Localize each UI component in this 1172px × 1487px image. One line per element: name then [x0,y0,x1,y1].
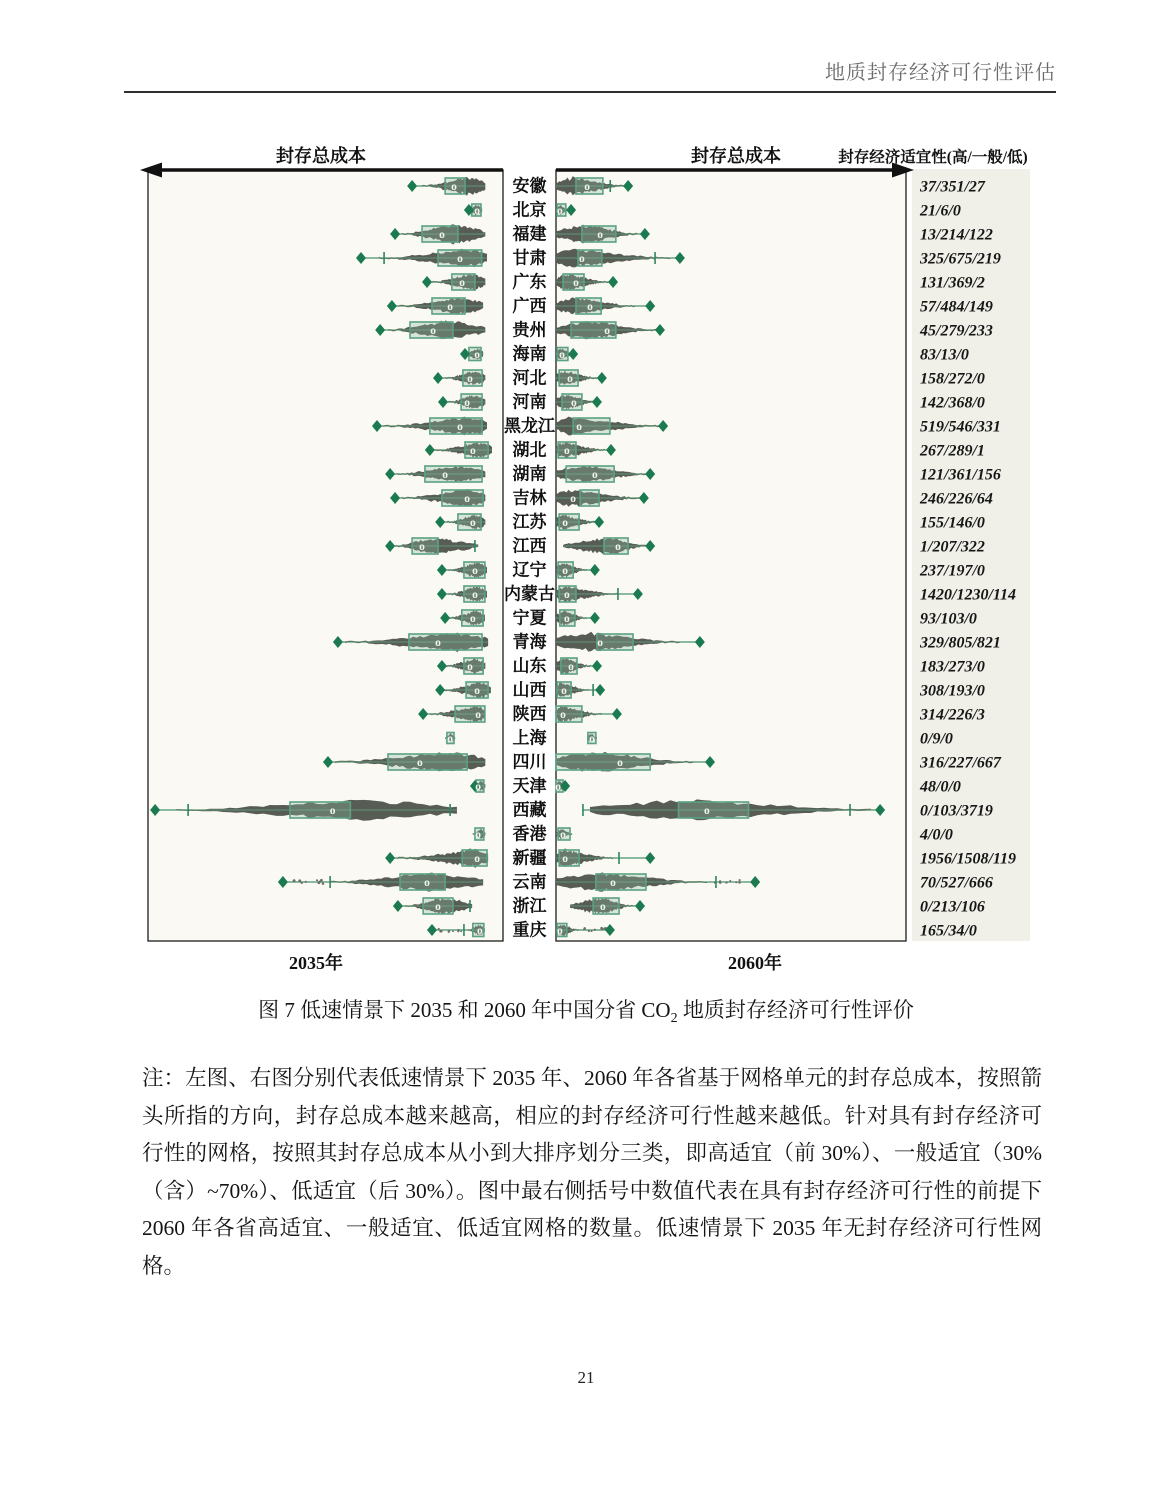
province-label: 西藏 [512,800,547,820]
outlier-dot [317,881,320,884]
median-marker: o [560,709,566,721]
violin-left-27 [473,828,486,841]
province-label: 浙江 [512,896,547,916]
suitability-value: 13/214/122 [920,226,993,244]
median-marker: o [451,181,457,193]
outlier-dot [735,881,737,883]
province-labels [504,176,556,940]
suitability-column-header: 封存经济适宜性(高/一般/低) [838,149,1028,166]
median-marker: o [589,733,595,745]
outlier-dot [460,930,462,932]
outlier-dot [739,879,741,881]
caption-prefix: 图 7 低速情景下 2035 和 2060 年中国分省 CO [258,998,671,1022]
median-marker: o [469,613,476,625]
suitability-value: 155/146/0 [920,514,985,532]
figure-note: 注：左图、右图分别代表低速情景下 2035 年、2060 年各省基于网格单元的封存总成本，按照箭头所指的方向，封存总成本越来越高，相应的封存经济可行性越来越低。针对具有封存经济可行性的网格，按照其封存总成本从小到大排序划分三类，即高适宜（前 30%）、一般适宜（30%（含）~70%）、低适宜（后 30%）。图中最右侧括号中数值代表在具有封存经济可行性的前提下 2060 年各省高适宜、一般适宜、低适宜网格的数量。低速情景下 2035 年无封存经济可行性网格。 [142,1066,1042,1278]
median-marker: o [464,493,471,505]
suitability-value: 308/193/0 [920,682,985,700]
median-marker: o [591,469,598,481]
median-marker: o [573,277,579,289]
province-label: 河北 [512,368,547,388]
outlier-dot [588,930,590,932]
province-label: 甘肃 [512,248,547,268]
province-label: 湖北 [512,440,547,460]
median-marker: o [435,901,441,913]
province-label: 新疆 [512,848,547,868]
median-marker: o [703,805,710,817]
median-marker: o [469,445,476,457]
province-label: 山西 [512,680,547,700]
outlier-dot [729,880,731,882]
province-label: 北京 [512,200,547,220]
province-label: 四川 [512,752,547,772]
median-marker: o [475,781,482,793]
page-number: 21 [577,1368,595,1387]
outlier-dot [448,930,450,932]
median-marker: o [617,757,623,769]
outlier-dot [293,879,296,882]
median-marker: o [424,877,430,889]
province-label: 河南 [512,392,547,412]
iqr-box [412,538,438,554]
province-label: 贵州 [512,320,547,340]
suitability-value: 0/213/106 [920,898,985,916]
iqr-box [400,874,445,890]
median-marker: o [417,757,423,769]
province-label: 福建 [512,224,547,244]
median-marker: o [556,205,563,217]
iqr-box [290,802,350,818]
median-marker: o [600,901,606,913]
median-marker: o [474,349,480,361]
suitability-value: 0/103/3719 [920,802,993,820]
right-x-label: 2060年 [728,953,782,973]
caption-subscript: 2 [670,1011,678,1027]
iqr-box [425,466,482,482]
province-label: 陕西 [512,704,547,724]
suitability-value: 21/6/0 [920,202,961,220]
median-marker: o [570,493,577,505]
median-marker: o [472,565,478,577]
suitability-value: 121/361/156 [920,466,1001,484]
median-marker: o [477,925,483,937]
province-label: 江西 [512,536,547,556]
caption-suffix: 地质封存经济可行性评价 [677,998,914,1022]
median-marker: o [474,205,480,217]
median-marker: o [457,253,463,265]
median-marker: o [562,853,568,865]
median-marker: o [467,661,473,673]
median-marker: o [584,181,591,193]
median-marker: o [469,517,476,529]
median-marker: o [561,685,567,697]
suitability-value: 48/0/0 [920,778,961,796]
suitability-value: 246/226/64 [920,490,993,508]
suitability-value: 93/103/0 [920,610,977,628]
median-marker: o [435,637,441,649]
suitability-value: 325/675/219 [920,250,1001,268]
outlier-dot [301,882,303,884]
median-marker: o [430,325,436,337]
iqr-box [465,442,488,458]
outlier-dot [439,930,441,932]
province-label: 广西 [512,296,547,316]
median-marker: o [447,733,453,745]
median-marker: o [579,253,585,265]
median-marker: o [439,229,445,241]
suitability-value: 329/805/821 [920,634,1001,652]
right-axis-label: 封存总成本 [691,146,781,166]
province-label: 上海 [512,728,547,748]
left-axis-label: 封存总成本 [276,146,366,166]
outlier-dot [316,879,318,881]
suitability-value: 37/351/27 [920,178,985,196]
median-marker: o [329,805,336,817]
median-marker: o [442,469,449,481]
left-x-label: 2035年 [289,953,343,973]
median-marker: o [563,613,570,625]
median-marker: o [604,325,610,337]
median-marker: o [563,445,570,457]
province-label: 香港 [512,824,547,844]
outlier-dot [725,881,727,883]
suitability-value: 0/9/0 [920,730,953,748]
province-label: 宁夏 [512,608,547,628]
iqr-box [388,754,467,770]
province-label: 广东 [512,272,547,292]
iqr-box [430,418,482,434]
median-marker: o [475,829,482,841]
suitability-value: 131/369/2 [920,274,985,292]
violin-right-23 [587,733,597,746]
median-marker: o [560,829,566,841]
right-panel [556,170,906,941]
outlier-dot [594,929,596,931]
iqr-box [679,802,749,818]
province-label: 内蒙古 [504,584,555,604]
province-label: 吉林 [512,488,547,508]
outlier-dot [457,929,459,931]
province-label: 云南 [512,872,547,892]
province-label: 湖南 [512,464,547,484]
iqr-box [442,490,483,506]
iqr-box [593,898,619,914]
suitability-value: 1956/1508/119 [920,850,1017,868]
median-marker: o [587,301,593,313]
province-label: 黑龙江 [504,416,555,436]
suitability-value: 142/368/0 [920,394,985,412]
suitability-value: 57/484/149 [920,298,993,316]
median-marker: o [447,301,453,313]
median-marker: o [562,565,568,577]
suitability-value: 158/272/0 [920,370,985,388]
iqr-box [566,466,614,482]
outlier-dot [452,930,454,932]
median-marker: o [563,589,570,601]
province-label: 山东 [512,656,547,676]
median-marker: o [555,781,561,793]
outlier-dot [583,929,585,931]
province-label: 青海 [512,632,547,652]
outlier-dot [719,882,721,884]
outlier-dot [601,928,604,931]
suitability-value: 267/289/1 [920,442,985,460]
outlier-dot [305,881,307,883]
suitability-value: 314/226/3 [920,706,985,724]
outlier-dot [320,879,323,882]
median-marker: o [597,229,603,241]
outlier-dot [322,882,324,884]
suitability-value: 519/546/331 [920,418,1001,436]
median-marker: o [610,877,616,889]
violin-right-27 [556,828,572,841]
suitability-value: 165/34/0 [920,922,977,940]
province-label: 辽宁 [512,560,547,580]
median-marker: o [472,589,478,601]
suitability-value: 1/207/322 [920,538,985,556]
province-label: 天津 [512,776,547,796]
suitability-value: 83/13/0 [920,346,969,364]
outlier-dot [438,928,440,930]
suitability-value: 70/527/666 [920,874,993,892]
suitability-value: 45/279/233 [920,322,993,340]
median-marker: o [457,421,463,433]
median-marker: o [567,373,573,385]
median-marker: o [474,853,480,865]
iqr-box [409,634,482,650]
province-label: 海南 [512,344,547,364]
suitability-value: 316/227/667 [920,754,1001,772]
iqr-box [556,754,650,770]
median-marker: o [615,541,621,553]
outlier-dot [738,881,741,884]
province-label: 重庆 [512,920,547,940]
median-marker: o [474,685,480,697]
left-panel [148,170,503,941]
suitability-value: 4/0/0 [920,826,953,844]
median-marker: o [568,661,574,673]
median-marker: o [570,397,577,409]
median-marker: o [464,397,471,409]
province-label: 江苏 [512,512,547,532]
median-marker: o [576,421,582,433]
median-marker: o [459,277,466,289]
province-label: 安徽 [512,176,547,196]
median-marker: o [475,709,482,721]
outlier-dot [591,930,593,932]
suitability-value: 1420/1230/114 [920,586,1017,604]
page-header-title: 地质封存经济可行性评估 [825,62,1056,84]
median-marker: o [467,373,473,385]
suitability-value: 183/273/0 [920,658,985,676]
median-marker: o [556,925,563,937]
median-marker: o [597,637,603,649]
outlier-dot [298,879,301,882]
median-marker: o [559,349,565,361]
median-marker: o [419,541,425,553]
median-marker: o [562,517,568,529]
suitability-value: 237/197/0 [920,562,985,580]
violin-left-23 [445,733,455,746]
iqr-box [580,490,599,506]
figure-caption [66,994,1106,1027]
iqr-box [596,874,646,890]
